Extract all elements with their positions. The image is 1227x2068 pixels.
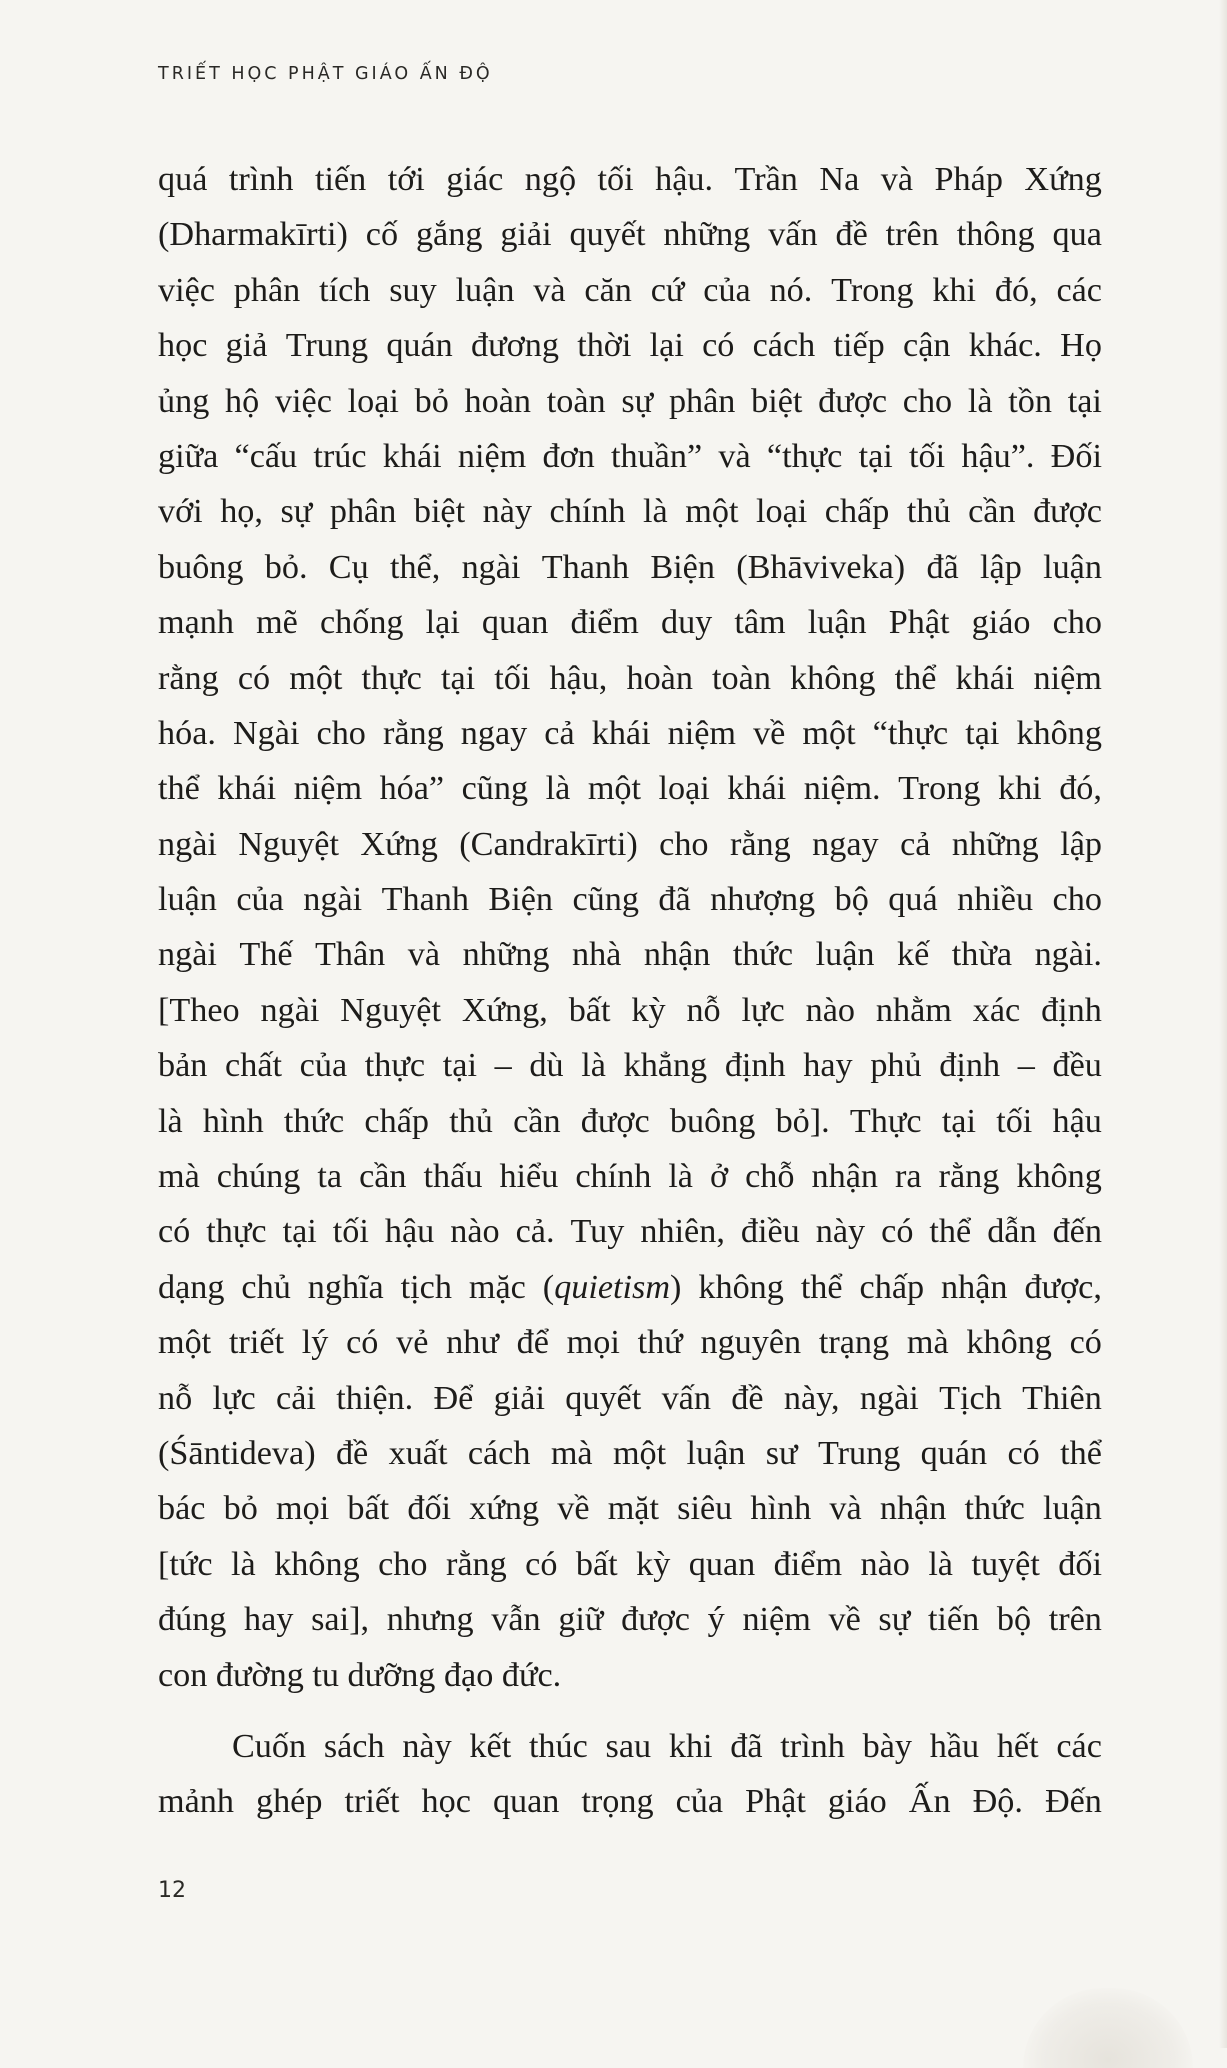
text-line: (Dharmakīrti) cố gắng giải quyết những vấn đề trên thông qua	[158, 216, 1102, 254]
text-line: con đường tu dưỡng đạo đức.	[158, 1656, 562, 1694]
text-line: hóa. Ngài cho rằng ngay cả khái niệm về một “thực tại không	[158, 714, 1102, 752]
text-line: luận của ngài Thanh Biện cũng đã nhượng bộ quá nhiều cho	[158, 881, 1102, 919]
text-line: nỗ lực cải thiện. Để giải quyết vấn đề này, ngài Tịch Thiên	[158, 1379, 1102, 1417]
text-line: một triết lý có vẻ như để mọi thứ nguyên trạng mà không có	[158, 1324, 1102, 1362]
text-line: ngài Nguyệt Xứng (Candrakīrti) cho rằng ngay cả những lập	[158, 825, 1102, 863]
text-line: bản chất của thực tại – dù là khẳng định hay phủ định – đều	[158, 1047, 1102, 1085]
text-line: ủng hộ việc loại bỏ hoàn toàn sự phân biệt được cho là tồn tại	[158, 382, 1102, 420]
text-line: đúng hay sai], nhưng vẫn giữ được ý niệm về sự tiến bộ trên	[158, 1601, 1102, 1639]
text-line: (Śāntideva) đề xuất cách mà một luận sư Trung quán có thể	[158, 1434, 1102, 1472]
text-line: mà chúng ta cần thấu hiểu chính là ở chỗ nhận ra rằng không	[158, 1158, 1102, 1196]
text-line: buông bỏ. Cụ thể, ngài Thanh Biện (Bhāviveka) đã lập luận	[158, 548, 1102, 586]
text-line: bác bỏ mọi bất đối xứng về mặt siêu hình và nhận thức luận	[158, 1490, 1102, 1528]
text-line: có thực tại tối hậu nào cả. Tuy nhiên, điều này có thể dẫn đến	[158, 1213, 1102, 1251]
italic-term: quietism	[554, 1268, 671, 1306]
paragraph-gap	[158, 1703, 1102, 1719]
text-line: mảnh ghép triết học quan trọng của Phật giáo Ấn Độ. Đến	[158, 1783, 1102, 1821]
text-line: Cuốn sách này kết thúc sau khi đã trình bày hầu hết các	[232, 1727, 1102, 1765]
body-text	[158, 152, 1102, 1830]
page-shadow	[1023, 1988, 1193, 2068]
page-edge-shadow	[1219, 0, 1227, 2048]
text-line: là hình thức chấp thủ cần được buông bỏ]. Thực tại tối hậu	[158, 1102, 1102, 1140]
text-line: việc phân tích suy luận và căn cứ của nó. Trong khi đó, các	[158, 271, 1102, 309]
text-line: ngài Thế Thân và những nhà nhận thức luận kế thừa ngài.	[158, 936, 1102, 974]
text-line: học giả Trung quán đương thời lại có cách tiếp cận khác. Họ	[158, 327, 1102, 365]
text-line: dạng chủ nghĩa tịch mặc (quietism) không thể chấp nhận được,	[158, 1268, 1102, 1306]
text-line: mạnh mẽ chống lại quan điểm duy tâm luận Phật giáo cho	[158, 604, 1102, 642]
text-line: [tức là không cho rằng có bất kỳ quan điểm nào là tuyệt đối	[158, 1545, 1102, 1583]
running-header: TRIẾT HỌC PHẬT GIÁO ẤN ĐỘ	[158, 64, 493, 84]
page-number: 12	[158, 1878, 186, 1903]
text-line: giữa “cấu trúc khái niệm đơn thuần” và “thực tại tối hậu”. Đối	[158, 437, 1102, 475]
text-line: thể khái niệm hóa” cũng là một loại khái niệm. Trong khi đó,	[158, 770, 1102, 808]
text-line: với họ, sự phân biệt này chính là một loại chấp thủ cần được	[158, 493, 1102, 531]
text-line: quá trình tiến tới giác ngộ tối hậu. Trần Na và Pháp Xứng	[158, 161, 1102, 198]
text-line: rằng có một thực tại tối hậu, hoàn toàn không thể khái niệm	[158, 659, 1102, 697]
text-line: [Theo ngài Nguyệt Xứng, bất kỳ nỗ lực nào nhằm xác định	[158, 991, 1102, 1029]
